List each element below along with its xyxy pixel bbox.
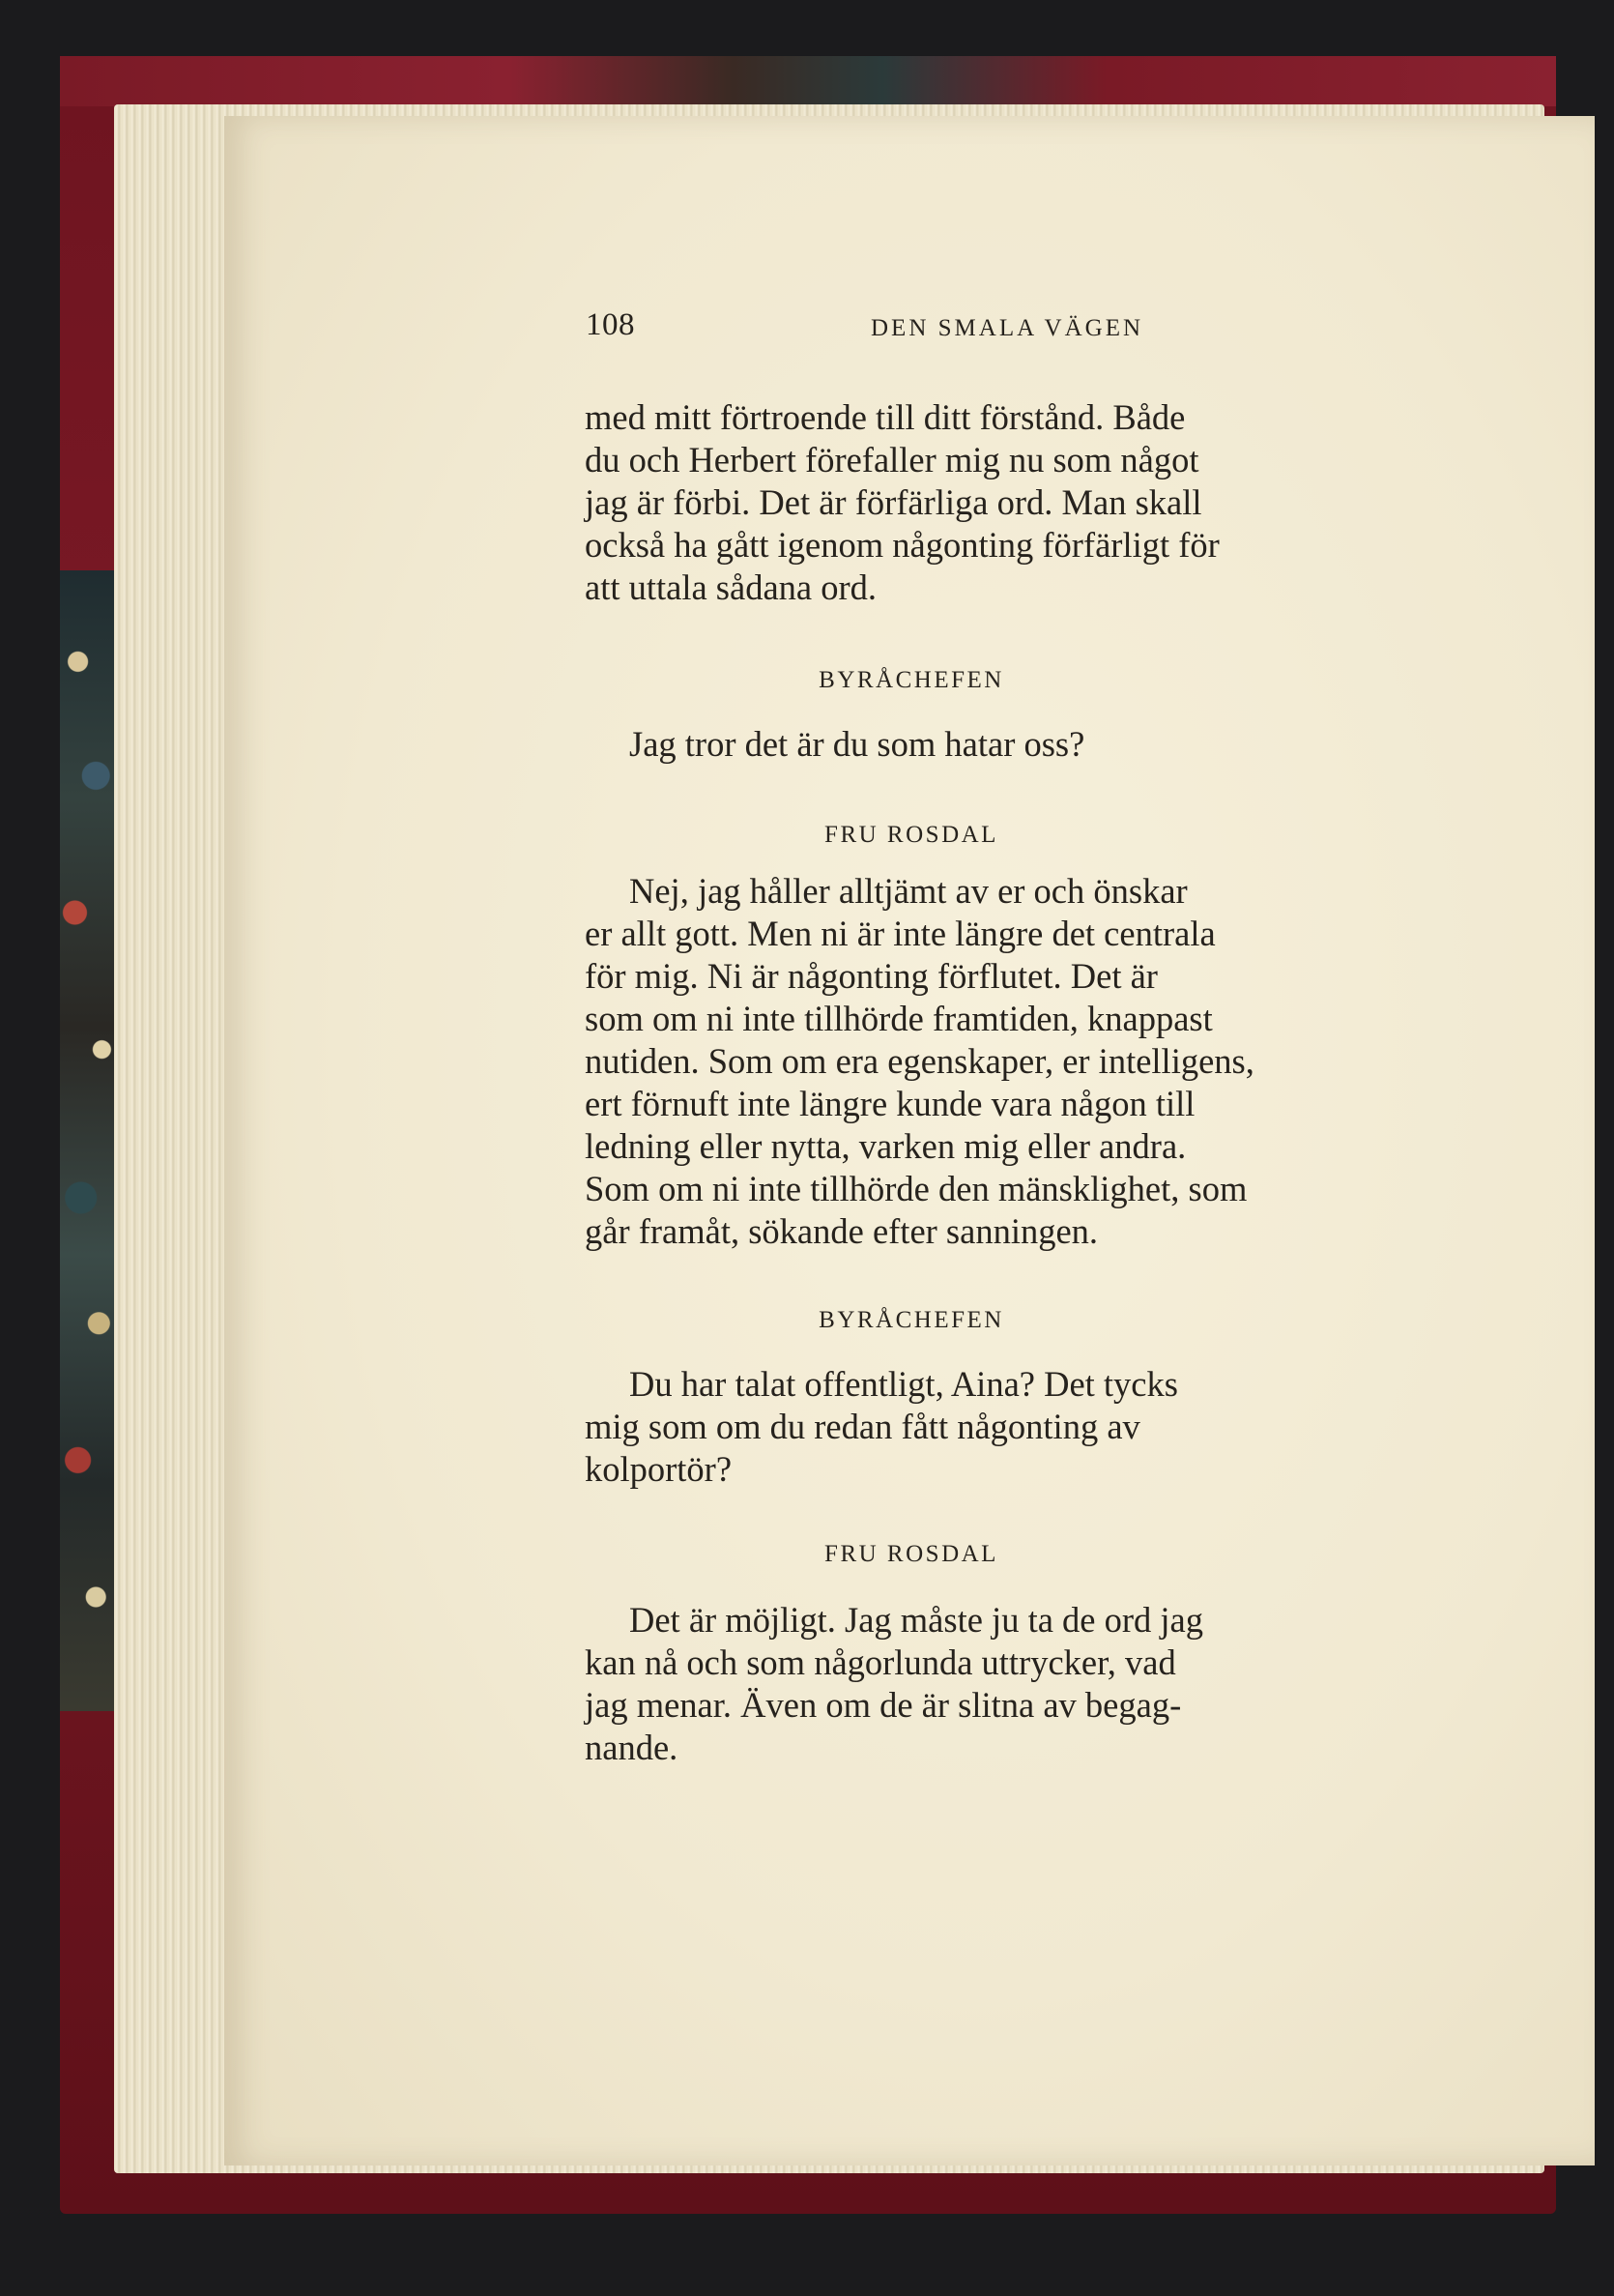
- text-line: Nej, jag håller alltjämt av er och önskar: [629, 871, 1188, 911]
- text-line: Det är möjligt. Jag måste ju ta de ord jag: [629, 1600, 1203, 1640]
- paragraph-2: [585, 723, 1462, 766]
- text-line: nande.: [585, 1728, 678, 1767]
- text-line: också ha gått igenom någonting förfärligt för: [585, 525, 1220, 565]
- paragraph-3: [585, 870, 1462, 1253]
- paragraph-4: [585, 1363, 1462, 1491]
- cover-top-band: [60, 56, 1556, 106]
- marbled-endpaper: [60, 570, 120, 1711]
- text-line: för mig. Ni är någonting förflutet. Det är: [585, 956, 1158, 996]
- speaker-name: FRU ROSDAL: [824, 1541, 998, 1567]
- running-head: [360, 307, 1462, 352]
- text-line: att uttala sådana ord.: [585, 567, 878, 607]
- text-line: ledning eller nytta, varken mig eller andra.: [585, 1126, 1187, 1166]
- paragraph-5: [585, 1599, 1462, 1769]
- page-number: 108: [586, 307, 635, 342]
- paragraph-1: [585, 396, 1462, 609]
- text-line: du och Herbert förefaller mig nu som något: [585, 440, 1199, 480]
- speaker-name: BYRÅCHEFEN: [819, 667, 1004, 693]
- text-line: Du har talat offentligt, Aina? Det tycks: [629, 1364, 1178, 1404]
- running-title: DEN SMALA VÄGEN: [871, 315, 1144, 341]
- text-line: mig som om du redan fått någonting av: [585, 1407, 1140, 1446]
- speaker-name: FRU ROSDAL: [824, 822, 998, 848]
- text-line: kan nå och som någorlunda uttrycker, vad: [585, 1642, 1176, 1682]
- text-line: er allt gott. Men ni är inte längre det centrala: [585, 914, 1216, 953]
- text-line: med mitt förtroende till ditt förstånd. Både: [585, 397, 1186, 437]
- text-line: nutiden. Som om era egenskaper, er intelligens,: [585, 1041, 1254, 1081]
- text-line: kolportör?: [585, 1449, 733, 1489]
- speaker-name: BYRÅCHEFEN: [819, 1307, 1004, 1333]
- text-line: som om ni inte tillhörde framtiden, knappast: [585, 999, 1213, 1038]
- text-line: jag menar. Även om de är slitna av begag-: [585, 1685, 1182, 1725]
- text-line: går framåt, sökande efter sanningen.: [585, 1211, 1099, 1251]
- text-line: jag är förbi. Det är förfärliga ord. Man skall: [585, 482, 1202, 522]
- text-line: Som om ni inte tillhörde den mänsklighet, som: [585, 1169, 1248, 1208]
- text-line: Jag tror det är du som hatar oss?: [629, 724, 1085, 764]
- text-line: ert förnuft inte längre kunde vara någon till: [585, 1084, 1196, 1123]
